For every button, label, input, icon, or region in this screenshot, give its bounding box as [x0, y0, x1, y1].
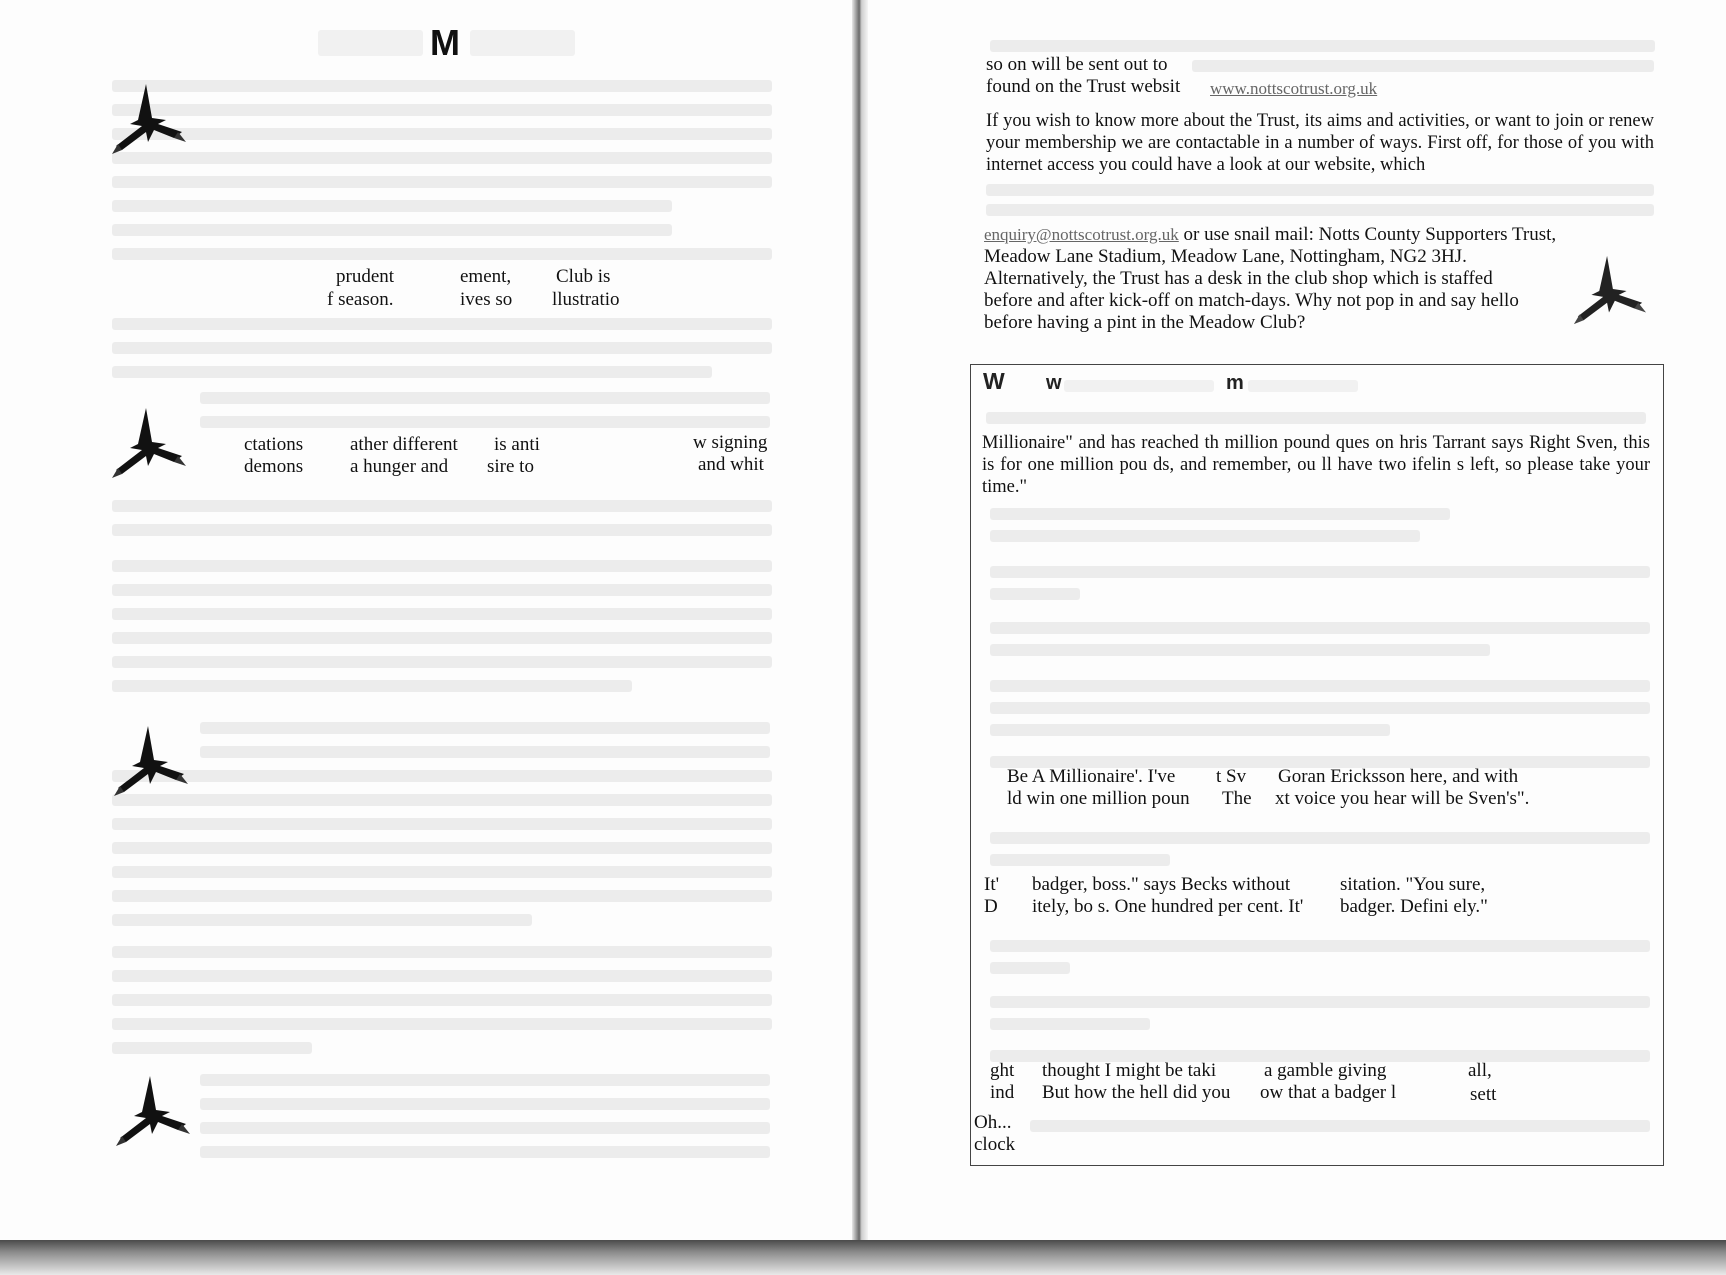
faded-text-line	[990, 854, 1170, 866]
faded-text-line	[990, 508, 1450, 520]
story-fragment: It'	[984, 874, 1000, 895]
story-fragment: itely, bo s. One hundred per cent. It'	[1032, 896, 1304, 917]
faded-text-line	[200, 416, 770, 428]
faded-text-line	[990, 530, 1420, 542]
story-fragment: D	[984, 896, 998, 917]
faded-text-line	[990, 832, 1650, 844]
text-line: so on will be sent out to	[986, 54, 1168, 75]
text-fragment: prudent	[336, 266, 395, 287]
faded-text-line	[112, 770, 772, 782]
faded-text-line	[200, 1122, 770, 1134]
faded-text-line	[112, 584, 772, 596]
faded-text-line	[990, 1018, 1150, 1030]
faded-text-line	[112, 560, 772, 572]
faded-text-line	[200, 1098, 770, 1110]
faded-heading	[1064, 380, 1214, 392]
faded-heading	[1248, 380, 1358, 392]
text-fragment: a hunger and	[350, 456, 449, 477]
story-fragment: ind	[990, 1082, 1015, 1103]
text-fragment: ives so	[460, 289, 513, 310]
story-fragment: Be A Millionaire'. I've	[1007, 766, 1176, 787]
faded-text-line	[200, 392, 770, 404]
story-fragment: badger. Defini ely."	[1340, 896, 1488, 917]
faded-text-line	[200, 1146, 770, 1158]
story-fragment: ght	[990, 1060, 1015, 1081]
story-fragment: The	[1222, 788, 1252, 809]
faded-text-line	[200, 722, 770, 734]
magpie-logo-icon	[110, 722, 190, 802]
faded-text-line	[112, 524, 772, 536]
faded-text-line	[112, 914, 532, 926]
faded-text-line	[112, 366, 712, 378]
faded-text-line	[990, 996, 1650, 1008]
faded-text-line	[112, 794, 772, 806]
magpie-logo-icon	[108, 404, 188, 484]
faded-text-line	[990, 588, 1080, 600]
faded-text-line	[112, 152, 772, 164]
millionaire-paragraph: Millionaire" and has reached th million pound ques on hris Tarrant says Right Sven, this is for one million pou ds, and remember, ou ll have two ifelin s left, so please take your time."	[982, 433, 1650, 497]
email-line	[984, 224, 1556, 246]
faded-text-line	[112, 1018, 772, 1030]
text-line: found on the Trust websit	[986, 76, 1181, 97]
faded-text-line	[990, 622, 1650, 634]
story-fragment: a gamble giving	[1264, 1060, 1387, 1081]
faded-heading	[470, 30, 575, 56]
faded-text-line	[112, 1042, 312, 1054]
faded-text-line	[112, 224, 672, 236]
faded-text-line	[990, 40, 1655, 52]
page-title: M	[430, 22, 460, 63]
faded-text-line	[990, 644, 1490, 656]
faded-text-line	[200, 746, 770, 758]
desk-line: before having a pint in the Meadow Club?	[984, 312, 1306, 333]
faded-text-line	[986, 204, 1654, 216]
faded-text-line	[990, 962, 1070, 974]
website-link[interactable]: www.nottscotrust.org.uk	[1210, 79, 1378, 98]
faded-text-line	[112, 890, 772, 902]
faded-text-line	[112, 680, 632, 692]
faded-text-line	[112, 608, 772, 620]
magpie-logo-icon	[108, 80, 188, 160]
magpie-logo-icon	[112, 1072, 192, 1152]
snail-mail-text: or use snail mail: Notts County Supporters Trust,	[1178, 224, 1557, 245]
text-fragment: w signing	[693, 432, 768, 453]
faded-text-line	[112, 176, 772, 188]
faded-text-line	[990, 566, 1650, 578]
story-fragment: ow that a badger l	[1260, 1082, 1397, 1103]
faded-text-line	[112, 500, 772, 512]
text-fragment: ement,	[460, 266, 512, 287]
desk-line: Alternatively, the Trust has a desk in the club shop which is staffed	[984, 268, 1493, 289]
email-link[interactable]: enquiry@nottscotrust.org.uk	[984, 225, 1179, 244]
faded-text-line	[1192, 60, 1654, 72]
book-spine	[852, 0, 868, 1240]
story-fragment: Goran Ericksson here, and with	[1278, 766, 1519, 787]
box-title-letter: w	[1046, 372, 1062, 394]
faded-text-line	[112, 970, 772, 982]
faded-text-line	[986, 184, 1654, 196]
faded-text-line	[112, 128, 772, 140]
text-fragment: sire to	[487, 456, 534, 477]
faded-text-line	[112, 656, 772, 668]
faded-text-line	[1030, 1120, 1650, 1132]
box-title-letter: W	[983, 368, 1005, 394]
story-fragment: clock	[974, 1134, 1016, 1155]
story-fragment: thought I might be taki	[1042, 1060, 1217, 1081]
faded-text-line	[112, 104, 772, 116]
magpie-logo-icon	[1570, 252, 1648, 330]
story-fragment: But how the hell did you	[1042, 1082, 1231, 1103]
faded-text-line	[112, 946, 772, 958]
story-fragment: Oh...	[974, 1112, 1012, 1133]
text-fragment: Club is	[556, 266, 611, 287]
faded-text-line	[990, 724, 1390, 736]
text-fragment: ather different	[350, 434, 458, 455]
text-fragment: demons	[244, 456, 304, 477]
story-fragment: t Sv	[1216, 766, 1247, 787]
faded-text-line	[112, 818, 772, 830]
story-fragment: ld win one million poun	[1007, 788, 1190, 809]
story-fragment: sitation. "You sure,	[1340, 874, 1486, 895]
faded-text-line	[112, 318, 772, 330]
faded-text-line	[112, 248, 772, 260]
scan-shadow	[0, 1240, 1726, 1275]
faded-text-line	[990, 680, 1650, 692]
faded-text-line	[112, 80, 772, 92]
faded-text-line	[112, 994, 772, 1006]
faded-text-line	[112, 842, 772, 854]
address-line: Meadow Lane Stadium, Meadow Lane, Nottingham, NG2 3HJ.	[984, 246, 1467, 267]
faded-heading	[318, 30, 423, 56]
story-fragment: all,	[1468, 1060, 1492, 1081]
story-fragment: badger, boss." says Becks without	[1032, 874, 1291, 895]
story-fragment: xt voice you hear will be Sven's".	[1275, 788, 1530, 809]
text-fragment: and whit	[698, 454, 764, 475]
faded-text-line	[990, 702, 1650, 714]
faded-text-line	[112, 632, 772, 644]
text-fragment: is anti	[494, 434, 540, 455]
faded-text-line	[112, 866, 772, 878]
text-fragment: f season.	[327, 289, 394, 310]
text-fragment: ctations	[244, 434, 304, 455]
faded-text-line	[986, 412, 1646, 424]
faded-text-line	[112, 342, 772, 354]
contact-paragraph: If you wish to know more about the Trust, its aims and activities, or want to join or renew your membership we are contactable in a number of ways. First off, for those of you with internet access you could have a look at our website, which	[986, 111, 1654, 175]
box-title-letter: m	[1226, 372, 1244, 394]
faded-text-line	[200, 1074, 770, 1086]
story-fragment: sett	[1470, 1084, 1497, 1105]
faded-text-line	[112, 200, 672, 212]
desk-line: before and after kick-off on match-days. Why not pop in and say hello	[984, 290, 1519, 311]
faded-text-line	[990, 940, 1650, 952]
text-fragment: llustratio	[552, 289, 620, 310]
